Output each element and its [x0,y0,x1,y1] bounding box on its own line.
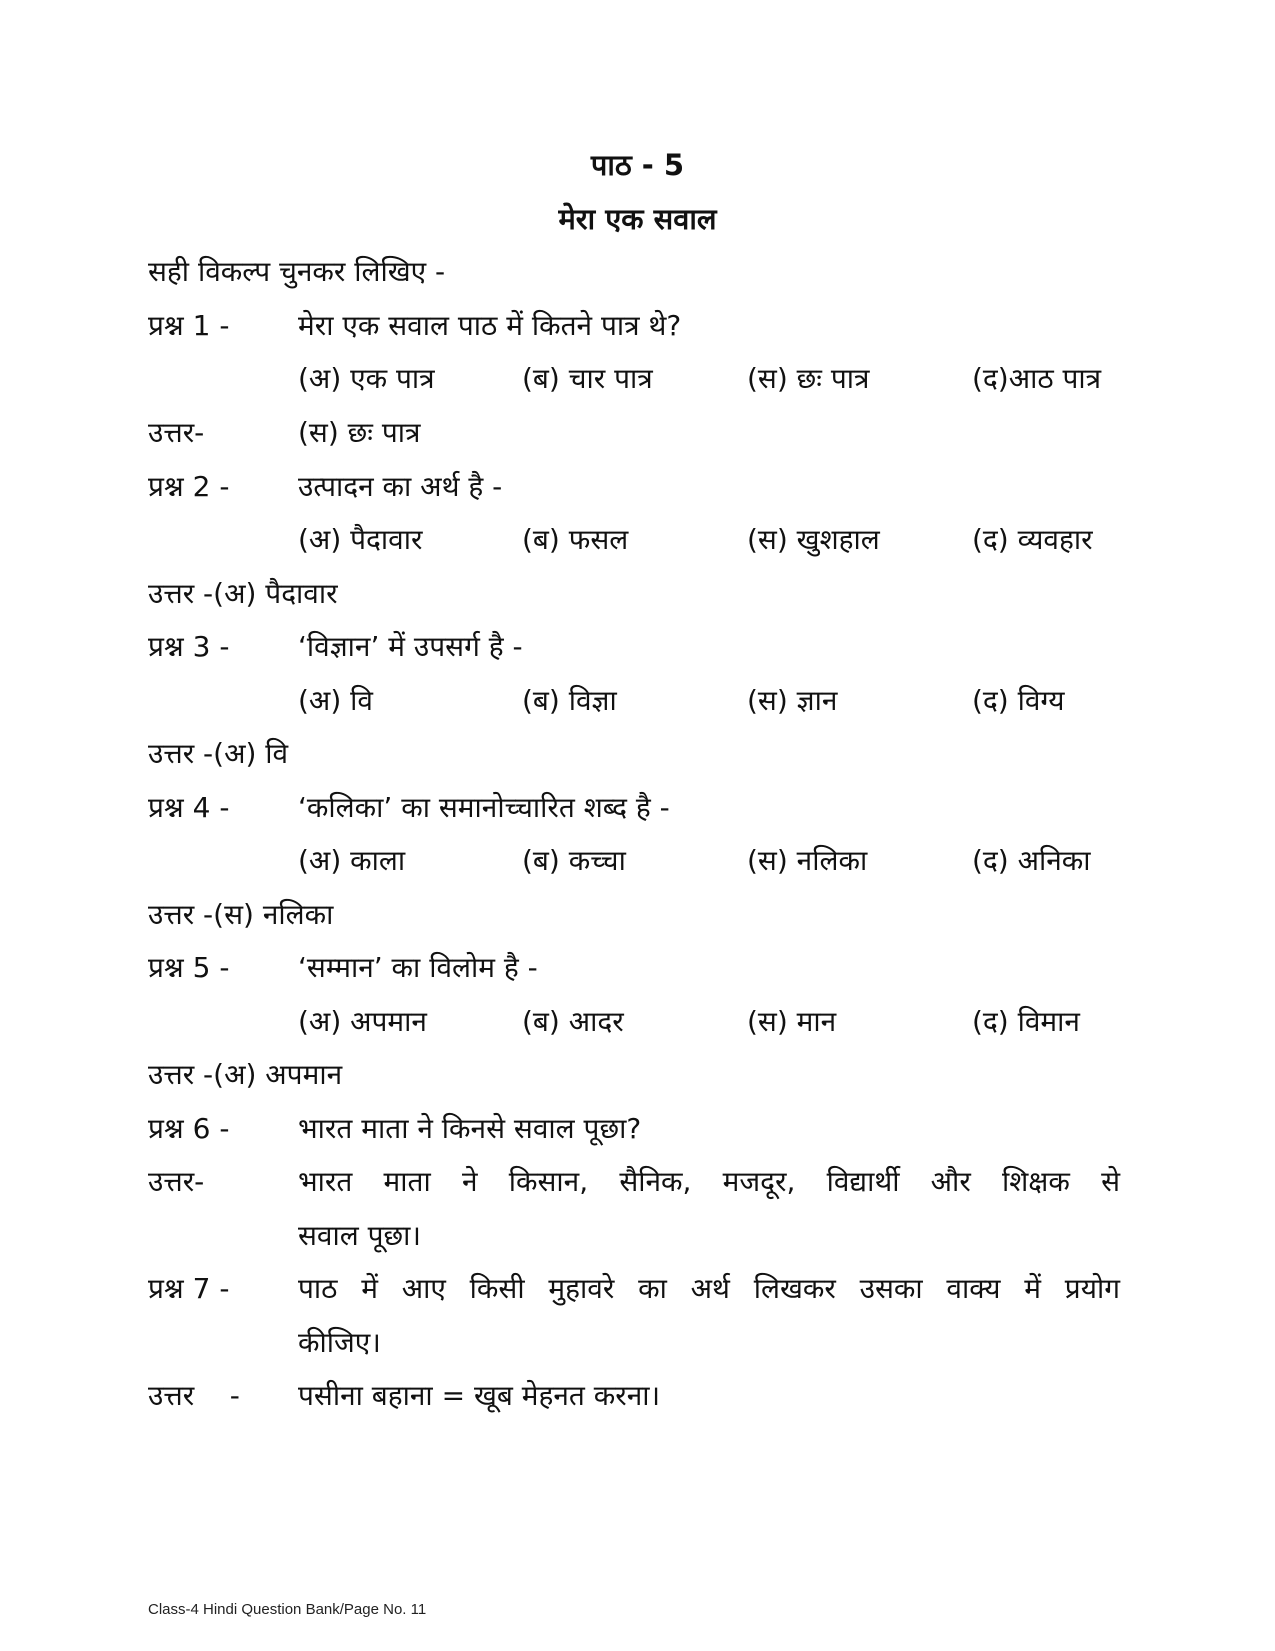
question-6-answer-continued [0,1214,1275,1258]
option-b: (ब) आदर [522,1005,624,1038]
question-1-options [0,357,1275,401]
option-c: (स) नलिका [747,844,868,877]
question-text-line-1: पाठ में आए किसी मुहावरे का अर्थ लिखकर उसका वाक्य में प्रयोग [298,1272,1120,1305]
instruction [0,250,1275,294]
option-d: (द) व्यवहार [972,523,1093,556]
question-label: प्रश्न 3 - [148,630,230,663]
question-6-answer [0,1160,1275,1204]
answer-line: उत्तर -(अ) वि [148,737,289,770]
question-7-answer [0,1374,1275,1418]
option-a: (अ) एक पात्र [298,362,435,395]
question-label: प्रश्न 5 - [148,951,230,984]
question-1 [0,304,1275,348]
question-4-options [0,839,1275,883]
option-d: (द) विग्य [972,684,1065,717]
answer-line: उत्तर -(स) नलिका [148,898,334,931]
question-label: प्रश्न 7 - [148,1272,230,1305]
question-6 [0,1107,1275,1151]
question-3-options [0,679,1275,723]
question-4 [0,786,1275,830]
option-a: (अ) काला [298,844,406,877]
answer-text: (स) छः पात्र [298,416,421,449]
answer-label: उत्तर- [148,416,205,449]
lesson-number: पाठ - 5 [590,148,685,182]
option-c: (स) खुशहाल [747,523,880,556]
option-b: (ब) फसल [522,523,629,556]
answer-line: उत्तर -(अ) अपमान [148,1058,343,1091]
question-7 [0,1267,1275,1311]
option-c: (स) मान [747,1005,837,1038]
option-a: (अ) पैदावार [298,523,423,556]
question-4-answer [0,893,1275,937]
option-d: (द) अनिका [972,844,1091,877]
question-7-continued [0,1321,1275,1365]
question-text: ‘कलिका’ का समानोच्चारित शब्द है - [298,791,670,824]
question-text: ‘विज्ञान’ में उपसर्ग है - [298,630,523,663]
question-text: ‘सम्मान’ का विलोम है - [298,951,538,984]
answer-label: उत्तर - [148,1379,240,1412]
question-2 [0,465,1275,509]
question-label: प्रश्न 2 - [148,470,230,503]
page-footer: Class-4 Hindi Question Bank/Page No. 11 [148,1601,427,1618]
option-b: (ब) विज्ञा [522,684,617,717]
question-2-options [0,518,1275,562]
option-a: (अ) अपमान [298,1005,427,1038]
question-2-answer [0,572,1275,616]
answer-label: उत्तर- [148,1165,205,1198]
question-5-answer [0,1053,1275,1097]
question-3-answer [0,732,1275,776]
option-b: (ब) कच्चा [522,844,626,877]
question-text: मेरा एक सवाल पाठ में कितने पात्र थे? [298,309,682,342]
option-c: (स) ज्ञान [747,684,838,717]
question-5 [0,946,1275,990]
option-d: (द) विमान [972,1005,1080,1038]
question-label: प्रश्न 6 - [148,1112,230,1145]
option-d: (द)आठ पात्र [972,362,1102,395]
instruction-text: सही विकल्प चुनकर लिखिए - [148,255,446,288]
question-label: प्रश्न 4 - [148,791,230,824]
question-3 [0,625,1275,669]
question-text-line-2: कीजिए। [298,1326,381,1359]
option-a: (अ) वि [298,684,373,717]
question-text: उत्पादन का अर्थ है - [298,470,503,503]
question-text: भारत माता ने किनसे सवाल पूछा? [298,1112,642,1145]
question-1-answer [0,411,1275,455]
question-label: प्रश्न 1 - [148,309,230,342]
option-b: (ब) चार पात्र [522,362,653,395]
answer-text: पसीना बहाना = खूब मेहनत करना। [298,1379,661,1412]
answer-text-line-1: भारत माता ने किसान, सैनिक, मजदूर, विद्यार्थी और शिक्षक से [298,1165,1120,1198]
answer-line: उत्तर -(अ) पैदावार [148,577,338,610]
lesson-title: मेरा एक सवाल [558,202,717,236]
question-5-options [0,1000,1275,1044]
option-c: (स) छः पात्र [747,362,870,395]
answer-text-line-2: सवाल पूछा। [298,1219,422,1252]
